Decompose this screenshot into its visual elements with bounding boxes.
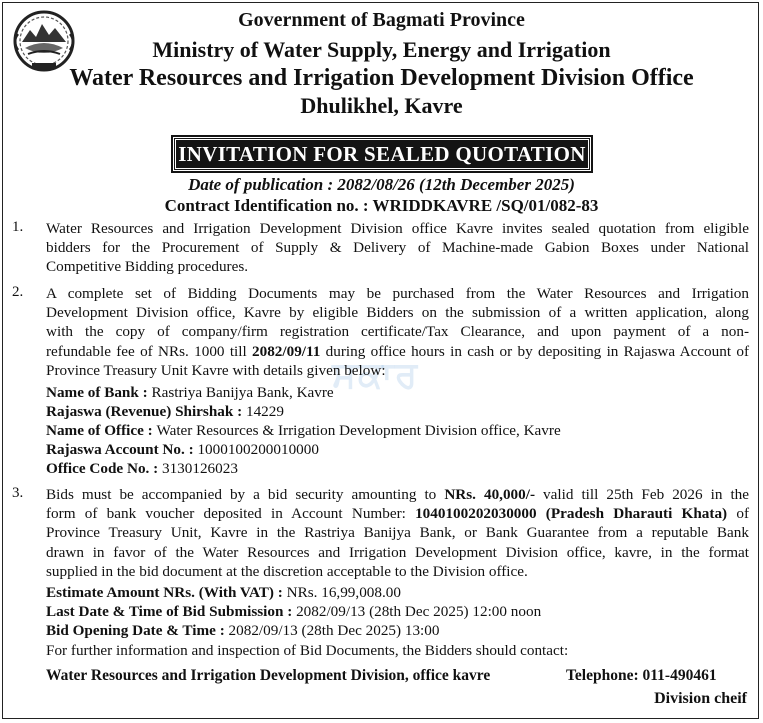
detail-label: Rajaswa (Revenue) Shirshak : — [46, 403, 246, 420]
detail-value: 1000100200010000 — [197, 441, 319, 458]
text-line — [46, 342, 749, 361]
text-segment: valid till 25th Feb 2026 in the — [535, 486, 749, 503]
text-segment: of — [727, 505, 750, 523]
text-segment: Bids must be accompanied by a bid security amounting to — [46, 486, 445, 503]
office-name: Water Resources and Irrigation Development Division Office — [69, 65, 694, 91]
footer-telephone: Telephone: 011-490461 — [566, 667, 717, 684]
text-line: Province Treasury Unit, Kavre in the Rastriya Banijya Bank, or Bank Guarantee from a reputable Bank — [46, 524, 749, 542]
detail-value: 14229 — [245, 403, 284, 420]
bid-security-amount: NRs. 40,000/- — [444, 486, 536, 503]
text-line: Competitive Bidding procedures. — [46, 258, 249, 276]
detail-label: Bid Opening Date & Time : — [46, 622, 229, 639]
text-segment: during office hours in cash or by depositing in Rajaswa Account of — [320, 342, 750, 360]
detail-bid-opening — [46, 622, 439, 640]
watermark: ਸਕਾਰ — [332, 355, 420, 396]
contract-identification: Contract Identification no. : WRIDDKAVRE /SQ/01/082-83 — [164, 196, 599, 215]
item-2-text — [46, 284, 749, 380]
detail-value: Water Resources & Irrigation Development Division office, Kavre — [156, 422, 561, 439]
text-line: bidders for the Procurement of Supply & Delivery of Machine-made Gabion Boxes under National — [46, 239, 749, 257]
text-line: Development Division office, Kavre by eligible Bidders on the submission of a written application, along — [46, 304, 749, 322]
publication-date: Date of publication : 2082/08/26 (12th December 2025) — [188, 175, 575, 194]
detail-label: Estimate Amount NRs. (With VAT) : — [46, 584, 287, 601]
detail-label: Office Code No. : — [46, 460, 162, 477]
detail-value: 2082/09/13 (28th Dec 2025) 12:00 noon — [296, 603, 542, 620]
detail-office-name — [46, 422, 561, 440]
detail-label: Rajaswa Account No. : — [46, 441, 198, 458]
detail-label: Last Date & Time of Bid Submission : — [46, 603, 297, 620]
contact-instruction: For further information and inspection of Bid Documents, the Bidders should contact: — [46, 642, 569, 659]
detail-value: NRs. 16,99,008.00 — [286, 584, 401, 601]
text-line — [46, 504, 749, 523]
text-line: with the copy of company/firm registration certificate/Tax Clearance, and upon payment of a non- — [46, 323, 749, 341]
footer-office: Water Resources and Irrigation Development Division, office kavre — [46, 667, 491, 684]
footer-contact — [46, 667, 758, 685]
detail-value: 2082/09/13 (28th Dec 2025) 13:00 — [228, 622, 440, 639]
detail-submission-deadline — [46, 603, 541, 621]
detail-office-code — [46, 460, 238, 478]
detail-bank-name — [46, 384, 334, 402]
text-line — [46, 485, 749, 504]
item-number: 3. — [12, 485, 24, 501]
detail-account-no — [46, 441, 319, 459]
office-location: Dhulikhel, Kavre — [300, 93, 463, 118]
detail-label: Name of Bank : — [46, 384, 152, 401]
payment-deadline: 2082/09/11 — [252, 342, 321, 360]
deposit-account: 1040100202030000 (Pradesh Dharauti Khata) — [415, 505, 728, 523]
item-1-text — [46, 219, 749, 277]
signatory-title: Division cheif — [654, 690, 747, 707]
detail-revenue-shirshak — [46, 403, 284, 421]
detail-value: 3130126023 — [161, 460, 238, 477]
text-line: A complete set of Bidding Documents may be purchased from the Water Resources and Irrigation — [46, 285, 749, 302]
text-line: supplied in the bid document at the discretion acceptable to the Division office. — [46, 562, 528, 580]
notice-title-banner: INVITATION FOR SEALED QUOTATION — [173, 137, 591, 171]
detail-estimate-amount — [46, 584, 401, 602]
item-number: 1. — [12, 219, 24, 235]
detail-value: Rastriya Banijya Bank, Kavre — [151, 384, 334, 401]
text-line: Province Treasury Unit Kavre with details given below: — [46, 361, 386, 379]
item-3-text — [46, 485, 749, 581]
ministry-name: Ministry of Water Supply, Energy and Irrigation — [152, 37, 611, 62]
text-line: drawn in favor of the Water Resources and Irrigation Development Division office, kavre, in the format — [46, 543, 749, 561]
text-segment: form of bank voucher deposited in Account Number: — [46, 505, 416, 523]
detail-label: Name of Office : — [46, 422, 157, 439]
text-line: Water Resources and Irrigation Development Division office Kavre invites sealed quotation from eligible — [46, 220, 749, 237]
item-number: 2. — [12, 284, 24, 300]
text-segment: refundable fee of NRs. 1000 till — [46, 342, 253, 360]
government-name: Government of Bagmati Province — [238, 9, 525, 31]
